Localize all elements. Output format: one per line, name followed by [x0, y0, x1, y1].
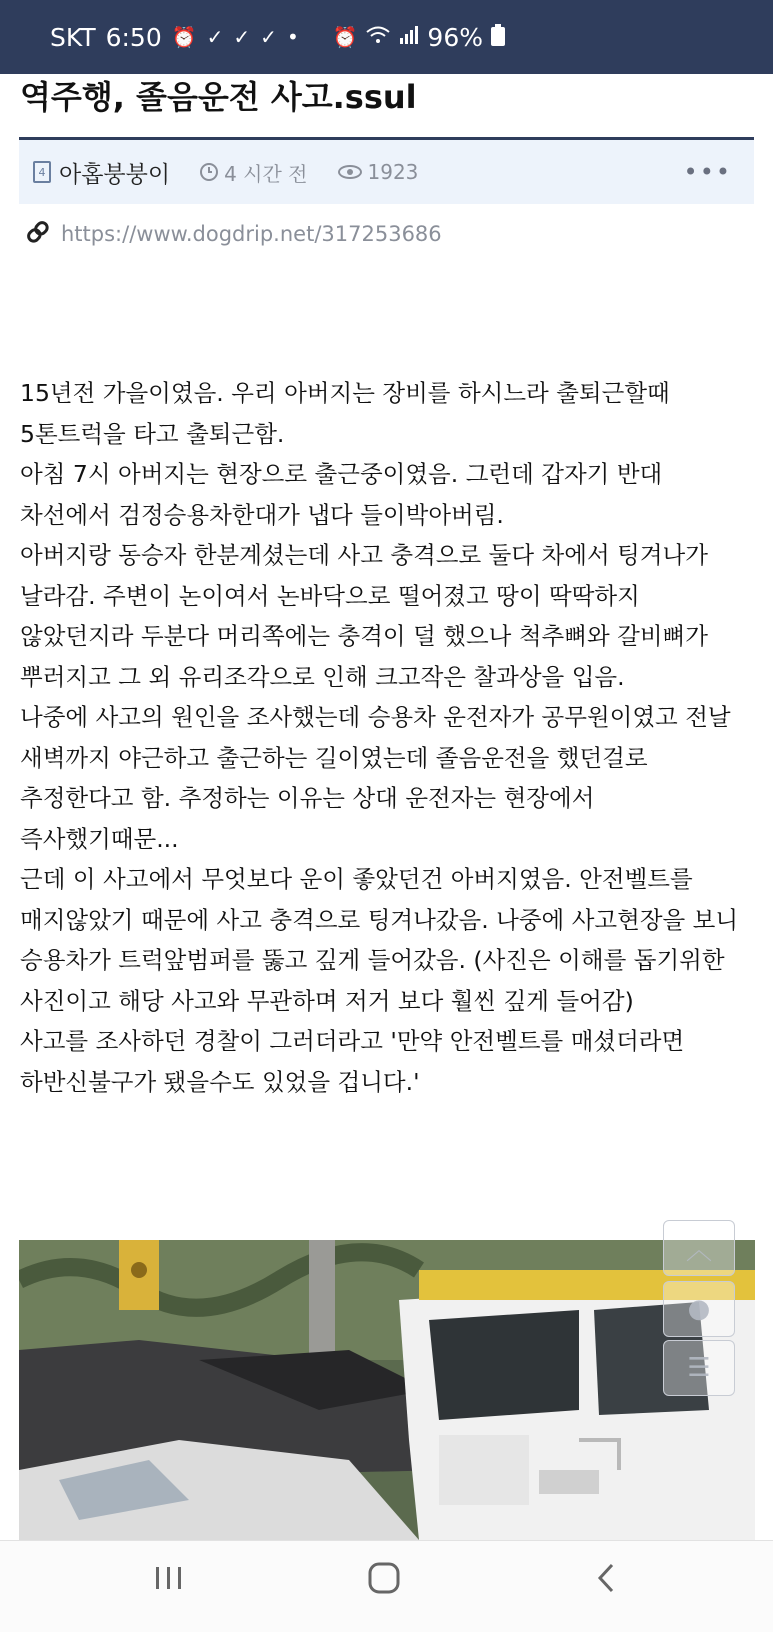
status-bar	[0, 0, 773, 74]
post-paragraph: 근데 이 사고에서 무엇보다 운이 좋았던건 아버지였음. 안전벨트를 매지않았기 때문에 사고 충격으로 팅겨나갔음. 나중에 사고현장을 보니 승용차가 트럭앞범퍼를 뚫고 깊게 들어갔음. (사진은 이해를 돕기위한 사진이고 해당 사고와 무관하며 저거 보다 훨씬 깊게 들어감)	[20, 865, 739, 1015]
author-name[interactable]: 아홉붕붕이	[59, 161, 171, 188]
home-icon[interactable]	[367, 1561, 401, 1599]
comment-icon: ●	[687, 1294, 711, 1324]
post-body	[20, 373, 755, 1102]
back-icon[interactable]	[590, 1561, 624, 1599]
wifi-icon	[365, 25, 391, 50]
check-icon: ✓	[260, 25, 277, 49]
clock-icon	[200, 163, 218, 181]
dot-icon: •	[286, 25, 299, 49]
battery-icon	[491, 23, 505, 52]
list-icon: ☰	[687, 1353, 711, 1383]
alarm-icon: ⏰	[171, 25, 197, 49]
post-time	[200, 158, 307, 187]
post-paragraph: 15년전 가을이였음. 우리 아버지는 장비를 하시느라 출퇴근할때 5톤트럭을 타고 출퇴근함.	[20, 379, 670, 448]
user-level-icon: 4	[33, 161, 51, 183]
post-title: 역주행, 졸음운전 사고.ssul	[20, 78, 417, 116]
post-paragraph: 사고를 조사하던 경찰이 그러더라고 '만약 안전벨트를 매셨더라면 하반신불구가 됐을수도 있었을 겁니다.'	[20, 1027, 685, 1096]
post-paragraph: 아침 7시 아버지는 현장으로 출근중이였음. 그런데 갑자기 반대 차선에서 검정승용차한대가 냅다 들이박아버림.	[20, 460, 663, 529]
post-views	[338, 160, 419, 184]
more-options-button[interactable]: •••	[683, 158, 732, 186]
list-button[interactable]	[663, 1340, 735, 1396]
check-icon: ✓	[206, 25, 224, 49]
alarm-icon: ⏰	[332, 25, 358, 49]
post-paragraph: 나중에 사고의 원인을 조사했는데 승용차 운전자가 공무원이였고 전날 새벽까지 야근하고 출근하는 길이였는데 졸음운전을 했던걸로 추정한다고 함. 추정하는 이유는 상대 운전자는 현장에서 즉사했기때문...	[20, 703, 731, 853]
view-count: 1923	[367, 160, 419, 184]
signal-icon	[399, 25, 419, 50]
battery-level: 96%	[427, 22, 483, 52]
nav-bar	[0, 1540, 773, 1632]
carrier-label: SKT	[50, 22, 96, 52]
link-icon	[19, 213, 60, 254]
accident-photo	[19, 1240, 755, 1540]
post-url[interactable]: https://www.dogdrip.net/317253686	[61, 222, 442, 246]
comment-button[interactable]	[663, 1281, 735, 1337]
post-meta	[19, 140, 754, 204]
scroll-top-button[interactable]	[663, 1220, 735, 1276]
post-link[interactable]	[27, 218, 442, 250]
clock-time: 6:50	[105, 22, 162, 52]
recent-apps-icon[interactable]	[152, 1561, 186, 1599]
chevron-up-icon: ︿	[685, 1235, 712, 1266]
post-time-label: 4 시간 전	[224, 161, 308, 186]
eye-icon	[338, 165, 362, 179]
post-paragraph: 아버지랑 동승자 한분계셨는데 사고 충격으로 둘다 차에서 팅겨나가 날라감. 주변이 논이여서 논바닥으로 떨어졌고 땅이 딱딱하지 않았던지라 두분다 머리쪽에는 충격이 덜 했으나 척추뼈와 갈비뼈가 뿌러지고 그 외 유리조각으로 인해 크고작은 찰과상을 입음.	[20, 541, 708, 691]
check-icon: ✓	[233, 25, 251, 49]
